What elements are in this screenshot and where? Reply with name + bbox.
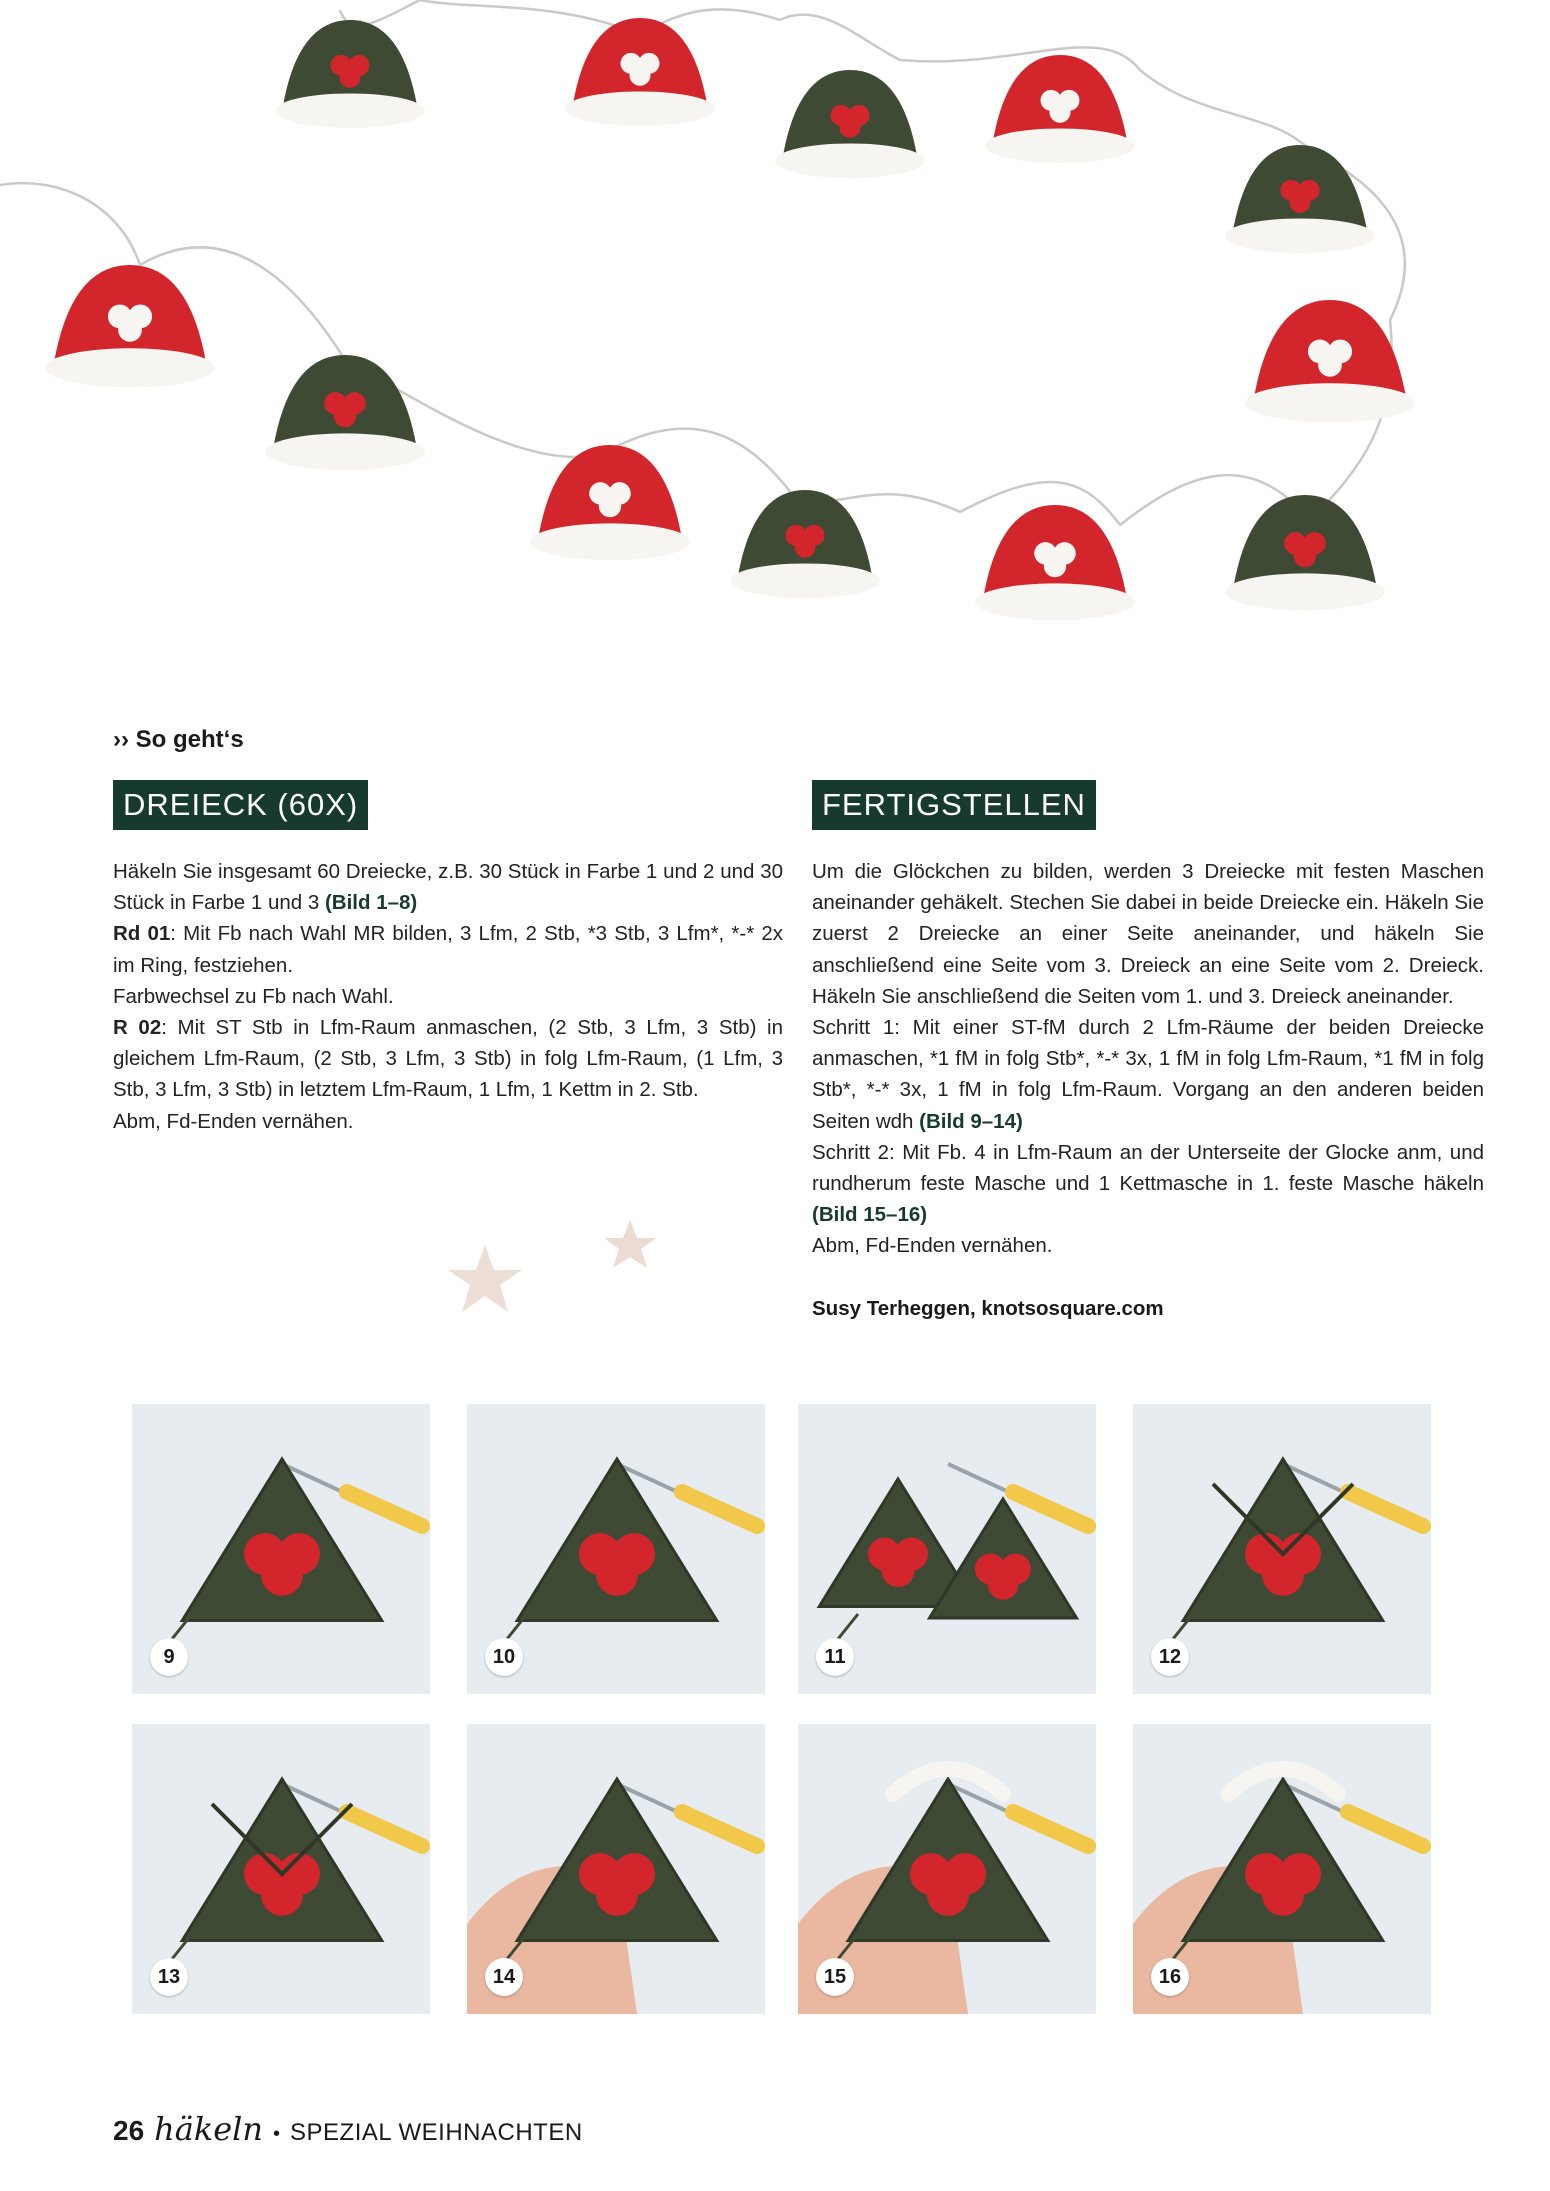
step-photo — [798, 1404, 1096, 1694]
issue-title: SPEZIAL WEIHNACHTEN — [290, 2119, 583, 2146]
step-2 — [812, 1137, 1484, 1231]
crochet-bell-icon — [730, 490, 880, 598]
star-icon — [448, 1245, 522, 1312]
crochet-bell-icon — [975, 505, 1135, 620]
step-photo — [1133, 1724, 1431, 2014]
finish-note: Abm, Fd-Enden vernähen. — [113, 1109, 354, 1133]
step-photo — [1133, 1404, 1431, 1694]
intro-text: Häkeln Sie insgesamt 60 Dreiecke, z.B. 30 Stück in Farbe 1 und 2 und 30 Stück in Farbe 1 und 3 — [113, 860, 783, 915]
heading-finishing: FERTIGSTELLEN — [812, 780, 1096, 830]
round-02 — [113, 1012, 783, 1106]
finish-note: Abm, Fd-Enden vernähen. — [812, 1234, 1053, 1258]
magazine-logo: häkeln — [154, 2110, 264, 2148]
round-text: : Mit ST Stb in Lfm-Raum anmaschen, (2 Stb, 3 Lfm, 3 Stb) in gleichem Lfm-Raum, (2 Stb, 3 Lfm, 3 Stb) in folg Lfm-Raum, (1 Lfm, 3 Stb, 3 Lfm, 3 Stb) in letztem Lfm-Raum, 1 Lfm, 1 Kettm in 2. Stb. — [113, 1016, 783, 1102]
color-change-note: Farbwechsel zu Fb nach Wahl. — [113, 984, 394, 1008]
step-text: Schritt 1: Mit einer ST-fM durch 2 Lfm-Räume der beiden Dreiecke anmaschen, *1 fM in folg Stb*, *-* 3x, 1 fM in folg Lfm-Raum, *1 fM in folg Stb*, *-* 3x, 1 fM in folg Lfm-Raum. Vorgang an den anderen beiden Seiten wdh — [812, 1016, 1484, 1133]
section-kicker: ›› So geht‘s — [113, 726, 244, 753]
page-footer — [113, 2110, 583, 2150]
step-1 — [812, 1012, 1484, 1137]
crochet-bell-icon — [265, 355, 425, 470]
finishing-instructions — [812, 856, 1484, 1262]
round-01 — [113, 918, 783, 980]
step-photo — [132, 1724, 430, 2014]
crochet-bell-icon — [985, 55, 1135, 163]
step-number: 16 — [1151, 1958, 1189, 1996]
step-number: 12 — [1151, 1638, 1189, 1676]
crochet-bell-icon — [275, 20, 425, 128]
round-text: : Mit Fb nach Wahl MR bilden, 3 Lfm, 2 Stb, *3 Stb, 3 Lfm*, *-* 2x im Ring, festziehen. — [113, 922, 783, 977]
author-credit: Susy Terheggen, knotsosquare.com — [812, 1297, 1164, 1320]
step-number: 9 — [150, 1638, 188, 1676]
star-icon — [604, 1220, 656, 1268]
garland-wire — [0, 0, 1405, 525]
step-number: 15 — [816, 1958, 854, 1996]
heading-triangle: DREIECK (60X) — [113, 780, 368, 830]
crochet-bell-icon — [530, 445, 690, 560]
step-photo — [467, 1724, 765, 2014]
crochet-bell-icon — [775, 70, 925, 178]
triangle-instructions — [113, 856, 783, 1137]
crochet-bell-icon — [45, 265, 215, 387]
finishing-intro: Um die Glöckchen zu bilden, werden 3 Dreiecke mit festen Maschen aneinander gehäkelt. Stechen Sie dabei in beide Dreiecke ein. Häkeln Sie zuerst 2 Dreiecke an einer Seite aneinander, und häkeln Sie anschließend eine Seite vom 3. Dreieck an eine Seite vom 2. Dreieck. Häkeln Sie anschließend die Seiten vom 1. und 3. Dreieck aneinander. — [812, 860, 1484, 1008]
step-photo — [798, 1724, 1096, 2014]
step-photo — [467, 1404, 765, 1694]
image-reference: (Bild 1–8) — [324, 891, 418, 915]
crochet-bell-icon — [1225, 145, 1375, 253]
step-text: Schritt 2: Mit Fb. 4 in Lfm-Raum an der Unterseite der Glocke anm, und rundherum feste Masche und 1 Kettmasche in 1. feste Masche häkeln — [812, 1140, 1484, 1196]
round-label: R 02 — [113, 1016, 162, 1040]
step-number: 14 — [485, 1958, 523, 1996]
crochet-bell-icon — [1225, 495, 1385, 610]
hero-garland-photo — [0, 0, 1550, 690]
step-number: 10 — [485, 1638, 523, 1676]
round-label: Rd 01 — [113, 922, 171, 946]
page-number: 26 — [113, 2115, 145, 2146]
step-number: 13 — [150, 1958, 188, 1996]
image-reference: (Bild 9–14) — [919, 1109, 1023, 1133]
crochet-bell-icon — [565, 18, 715, 126]
image-reference: (Bild 15–16) — [812, 1203, 928, 1227]
step-photo — [132, 1404, 430, 1694]
step-number: 11 — [816, 1638, 854, 1676]
separator: • — [273, 2123, 281, 2145]
decorative-stars — [430, 1210, 690, 1340]
intro-paragraph — [113, 856, 783, 918]
